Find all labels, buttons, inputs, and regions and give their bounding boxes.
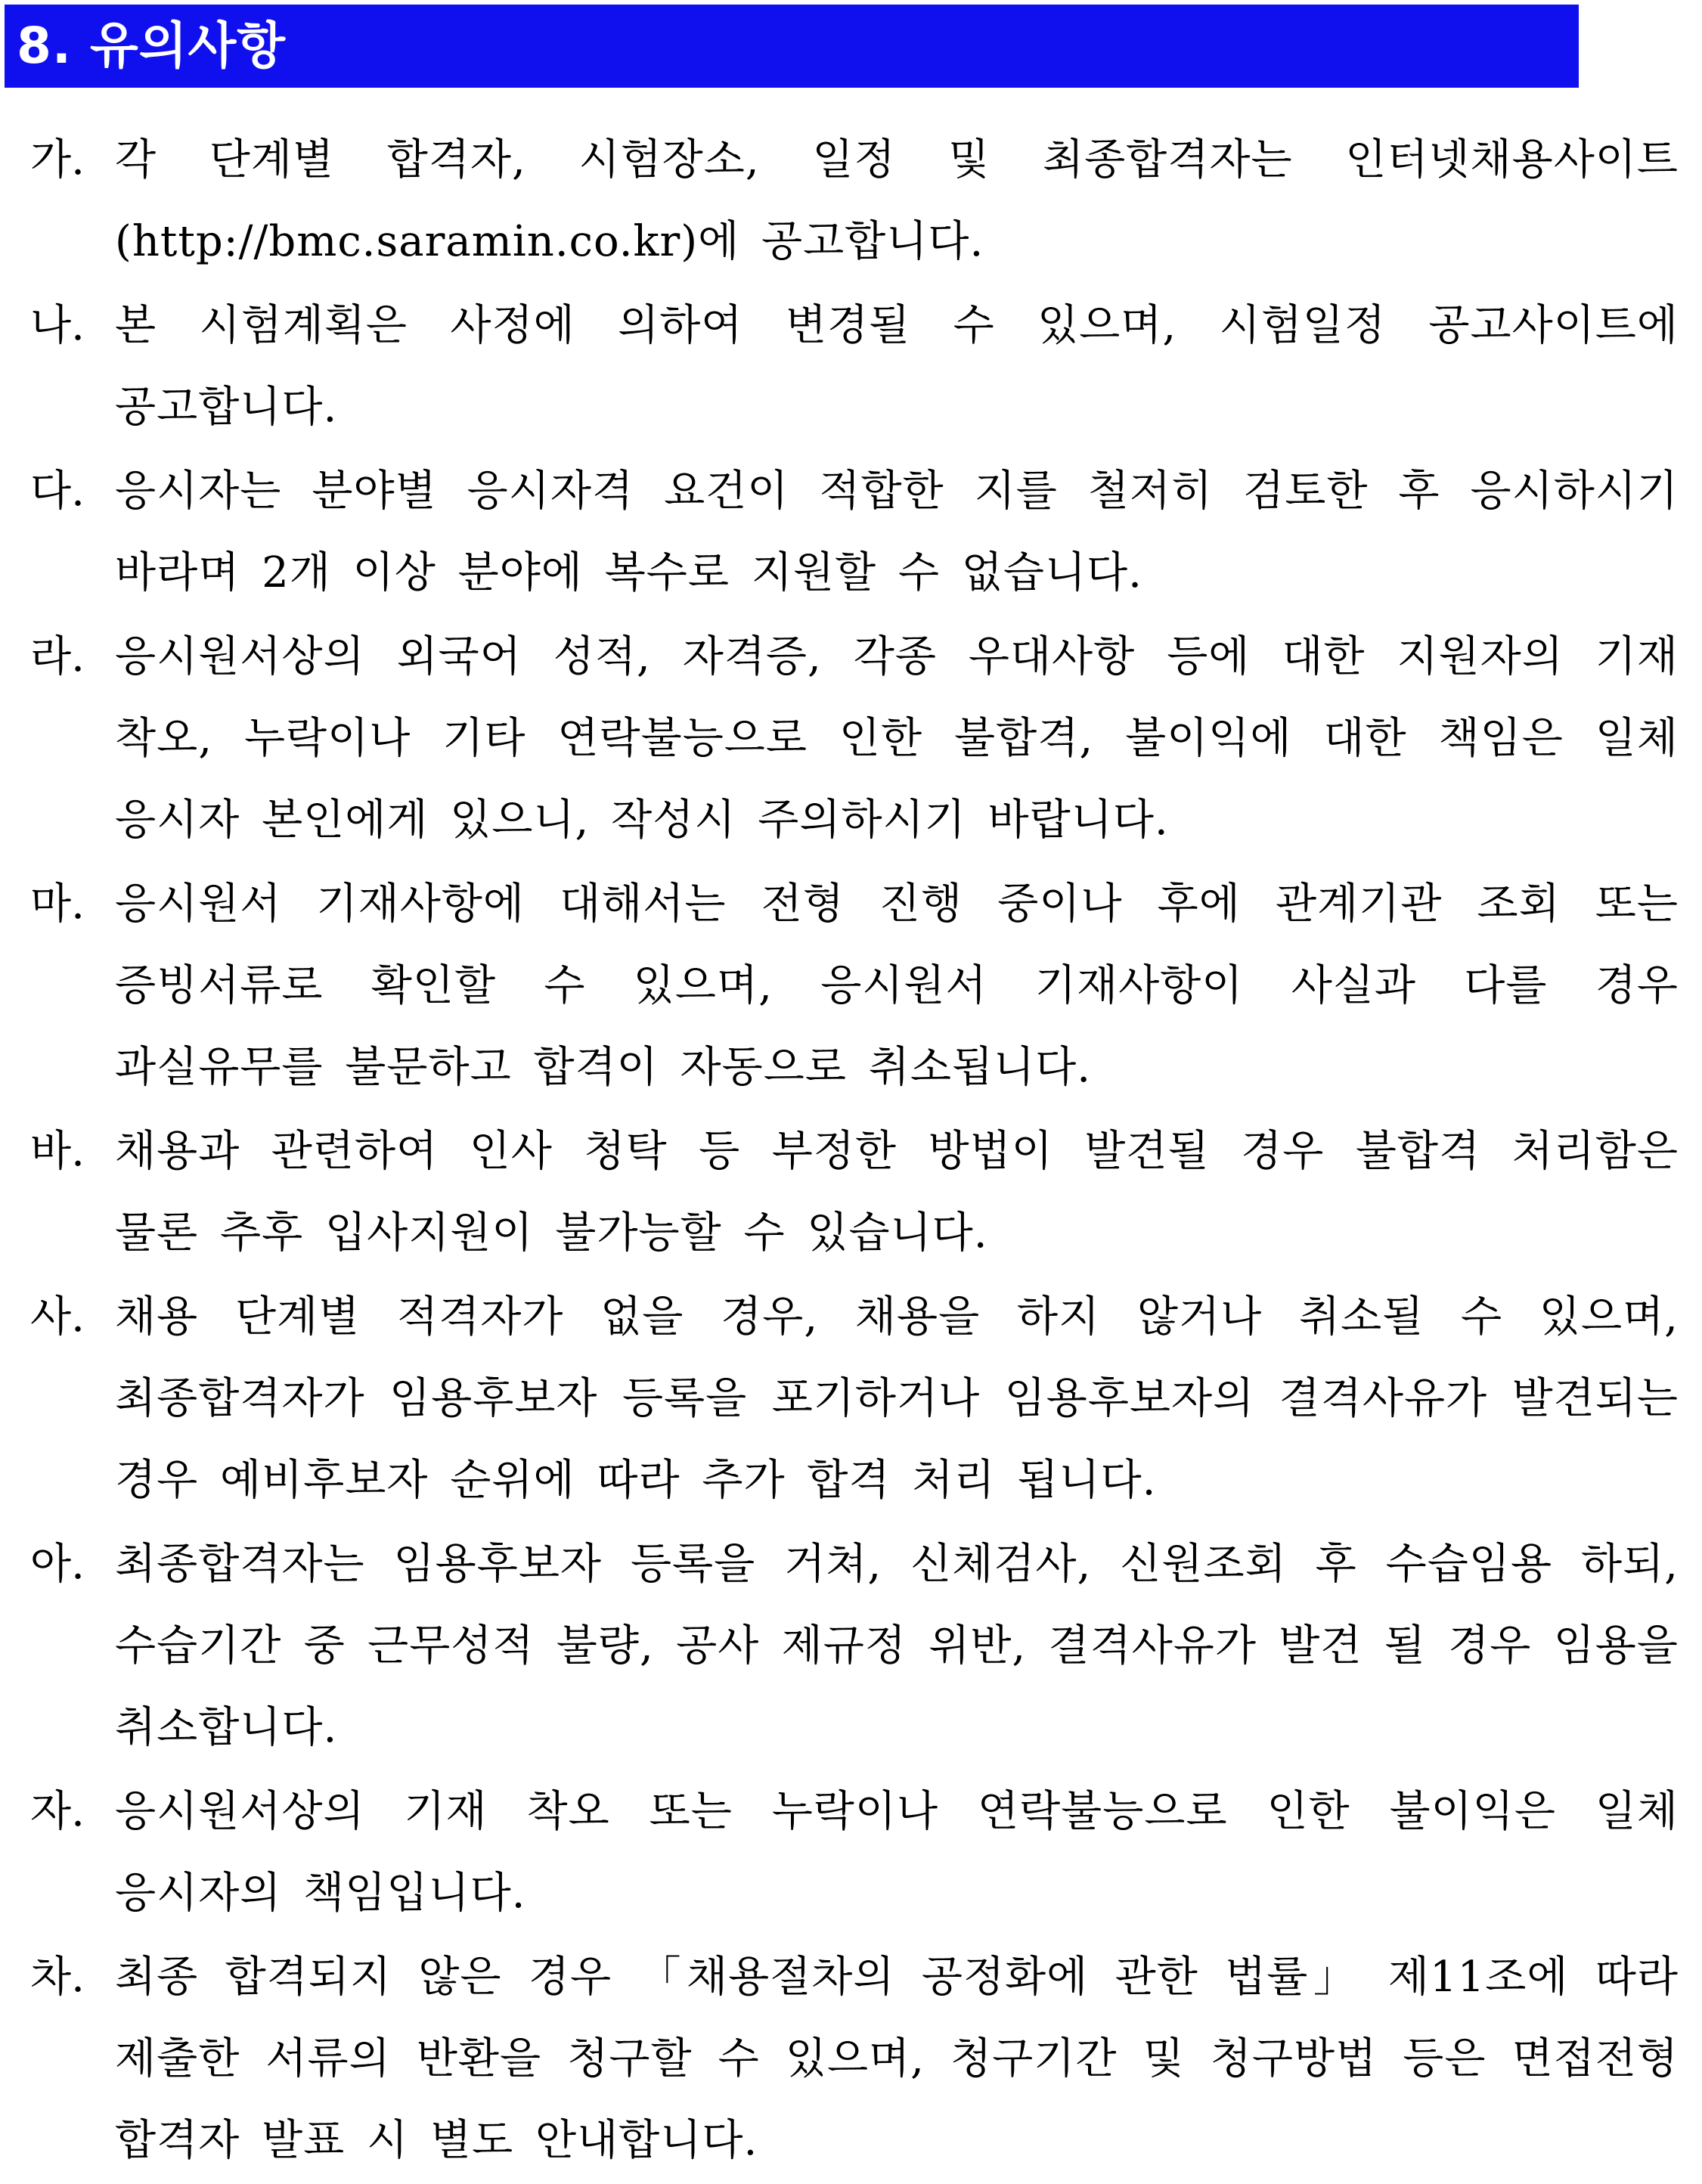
item-marker: 나. bbox=[30, 301, 85, 350]
item-marker: 다. bbox=[30, 467, 85, 516]
item-text: 최종합격자는 임용후보자 등록을 거쳐, 신체검사, 신원조회 후 수습임용 하되, 수습기간 중 근무성적 불량, 공사 제규정 위반, 결격사유가 발견 될 경우 임용을 취소합니다. bbox=[115, 1540, 1679, 1752]
item-marker: 바. bbox=[30, 1127, 85, 1176]
item-marker: 사. bbox=[30, 1292, 85, 1342]
notice-item-ra bbox=[30, 616, 1679, 861]
item-marker: 마. bbox=[30, 879, 85, 929]
item-text: 응시자는 분야별 응시자격 요건이 적합한 지를 철저히 검토한 후 응시하시기 바라며 2개 이상 분야에 복수로 지원할 수 없습니다. bbox=[115, 467, 1679, 597]
notice-item-ma bbox=[30, 864, 1679, 1109]
item-text: 응시원서상의 외국어 성적, 자격증, 각종 우대사항 등에 대한 지원자의 기재 착오, 누락이나 기타 연락불능으로 인한 불합격, 불이익에 대한 책임은 일체 응시자 본인에게 있으니, 작성시 주의하시기 바랍니다. bbox=[115, 632, 1679, 845]
item-text: 최종 합격되지 않은 경우 「채용절차의 공정화에 관한 법률」 제11조에 따라 제출한 서류의 반환을 청구할 수 있으며, 청구기간 및 청구방법 등은 면접전형 합격자 발표 시 별도 안내합니다. bbox=[115, 1953, 1679, 2165]
notice-item-ja bbox=[30, 1771, 1679, 1934]
notice-item-a bbox=[30, 1524, 1679, 1769]
notice-item-na bbox=[30, 285, 1679, 448]
notice-list bbox=[30, 119, 1679, 2184]
item-text: 채용과 관련하여 인사 청탁 등 부정한 방법이 발견될 경우 불합격 처리함은 물론 추후 입사지원이 불가능할 수 있습니다. bbox=[115, 1127, 1679, 1258]
item-marker: 아. bbox=[30, 1540, 85, 1589]
section-header bbox=[5, 5, 1579, 88]
item-marker: 차. bbox=[30, 1953, 85, 2002]
item-marker: 라. bbox=[30, 632, 85, 681]
item-text: 응시원서상의 기재 착오 또는 누락이나 연락불능으로 인한 불이익은 일체 응시자의 책임입니다. bbox=[115, 1787, 1679, 1918]
notice-item-ga bbox=[30, 119, 1679, 283]
notice-item-ba bbox=[30, 1111, 1679, 1274]
item-text: 본 시험계획은 사정에 의하여 변경될 수 있으며, 시험일정 공고사이트에 공고합니다. bbox=[115, 301, 1679, 432]
section-title: 8. 유의사항 bbox=[17, 17, 286, 75]
item-marker: 자. bbox=[30, 1787, 85, 1836]
notice-item-sa bbox=[30, 1277, 1679, 1522]
notice-item-da bbox=[30, 451, 1679, 614]
item-text: 각 단계별 합격자, 시험장소, 일정 및 최종합격자는 인터넷채용사이트 (http://bmc.saramin.co.kr)에 공고합니다. bbox=[115, 135, 1679, 266]
item-marker: 가. bbox=[30, 135, 85, 185]
item-text: 채용 단계별 적격자가 없을 경우, 채용을 하지 않거나 취소될 수 있으며, 최종합격자가 임용후보자 등록을 포기하거나 임용후보자의 결격사유가 발견되는 경우 예비후보자 순위에 따라 추가 합격 처리 됩니다. bbox=[115, 1292, 1679, 1505]
item-text: 응시원서 기재사항에 대해서는 전형 진행 중이나 후에 관계기관 조회 또는 증빙서류로 확인할 수 있으며, 응시원서 기재사항이 사실과 다를 경우 과실유무를 불문하고 합격이 자동으로 취소됩니다. bbox=[115, 879, 1679, 1092]
notice-item-cha bbox=[30, 1937, 1679, 2182]
